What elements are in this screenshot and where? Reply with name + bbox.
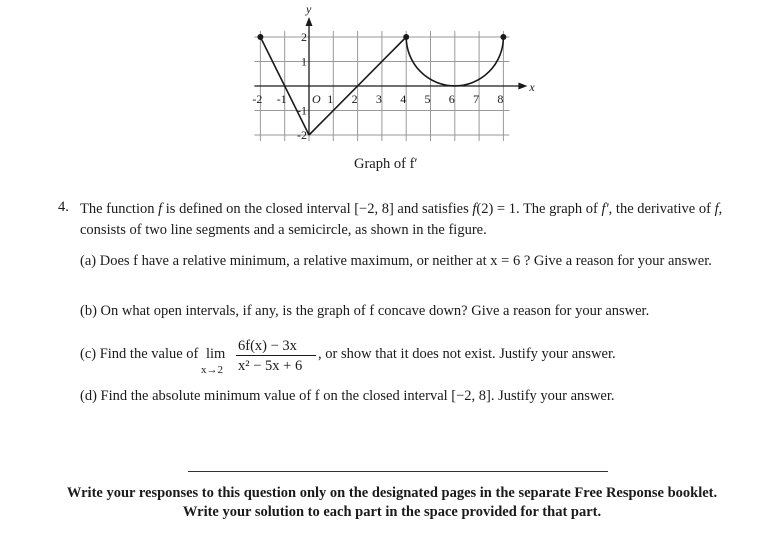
- part-c-label: (c) Find the value of: [80, 346, 199, 362]
- x-axis-arrow: [518, 83, 527, 90]
- fraction-numerator: 6f(x) − 3x: [238, 338, 297, 354]
- x-tick-label: 4: [400, 92, 407, 106]
- fraction-denominator: x² − 5x + 6: [238, 358, 303, 374]
- limit-subscript: x→2: [201, 364, 223, 376]
- divider-line: [188, 471, 608, 472]
- x-tick-label: -2: [252, 92, 263, 106]
- limit-operator: lim: [206, 346, 226, 362]
- graph-caption: Graph of f′: [354, 156, 418, 172]
- x-tick-label: 6: [448, 92, 455, 106]
- x-tick-label: -1: [276, 92, 287, 106]
- part-b: (b) On what open intervals, if any, is the graph of f concave down? Give a reason for your answer.: [80, 303, 650, 319]
- y-tick-label: -2: [297, 128, 307, 142]
- endpoint-dot: [257, 34, 263, 40]
- x-tick-label: 5: [424, 92, 431, 106]
- part-c-rest: , or show that it does not exist. Justify your answer.: [318, 346, 616, 362]
- endpoint-dot: [403, 34, 409, 40]
- y-axis-label: y: [306, 2, 312, 16]
- x-tick-label: 8: [497, 92, 504, 106]
- y-axis-arrow: [306, 17, 313, 26]
- x-axis-label: x: [529, 80, 535, 94]
- y-tick-label: 1: [301, 54, 307, 69]
- part-a: (a) Does f have a relative minimum, a relative maximum, or neither at x = 6 ? Give a reason for your answer.: [80, 253, 712, 269]
- endpoint-dot: [500, 34, 506, 40]
- graph-of-f-prime: [0, 0, 784, 180]
- x-tick-label: 3: [375, 92, 382, 106]
- question-intro: The function f is defined on the closed interval [−2, 8] and satisfies f(2) = 1. The graph of f′, the derivative of f, consists of two line segments and a semicircle, as shown in the figure.: [80, 201, 723, 238]
- y-tick-label: -1: [297, 103, 307, 118]
- x-tick-label: 2: [351, 92, 358, 106]
- x-tick-label: O: [312, 92, 321, 106]
- x-tick-label: 1: [327, 92, 334, 106]
- y-tick-label: 2: [301, 30, 307, 44]
- footer-instructions: Write your responses to this question only on the designated pages in the separate Free Response booklet. Write your solution to each part in the space provided for that part.: [66, 485, 718, 520]
- question-number: 4.: [58, 199, 69, 215]
- part-d: (d) Find the absolute minimum value of f on the closed interval [−2, 8]. Justify your answer.: [80, 388, 615, 404]
- x-tick-label: 7: [473, 92, 480, 106]
